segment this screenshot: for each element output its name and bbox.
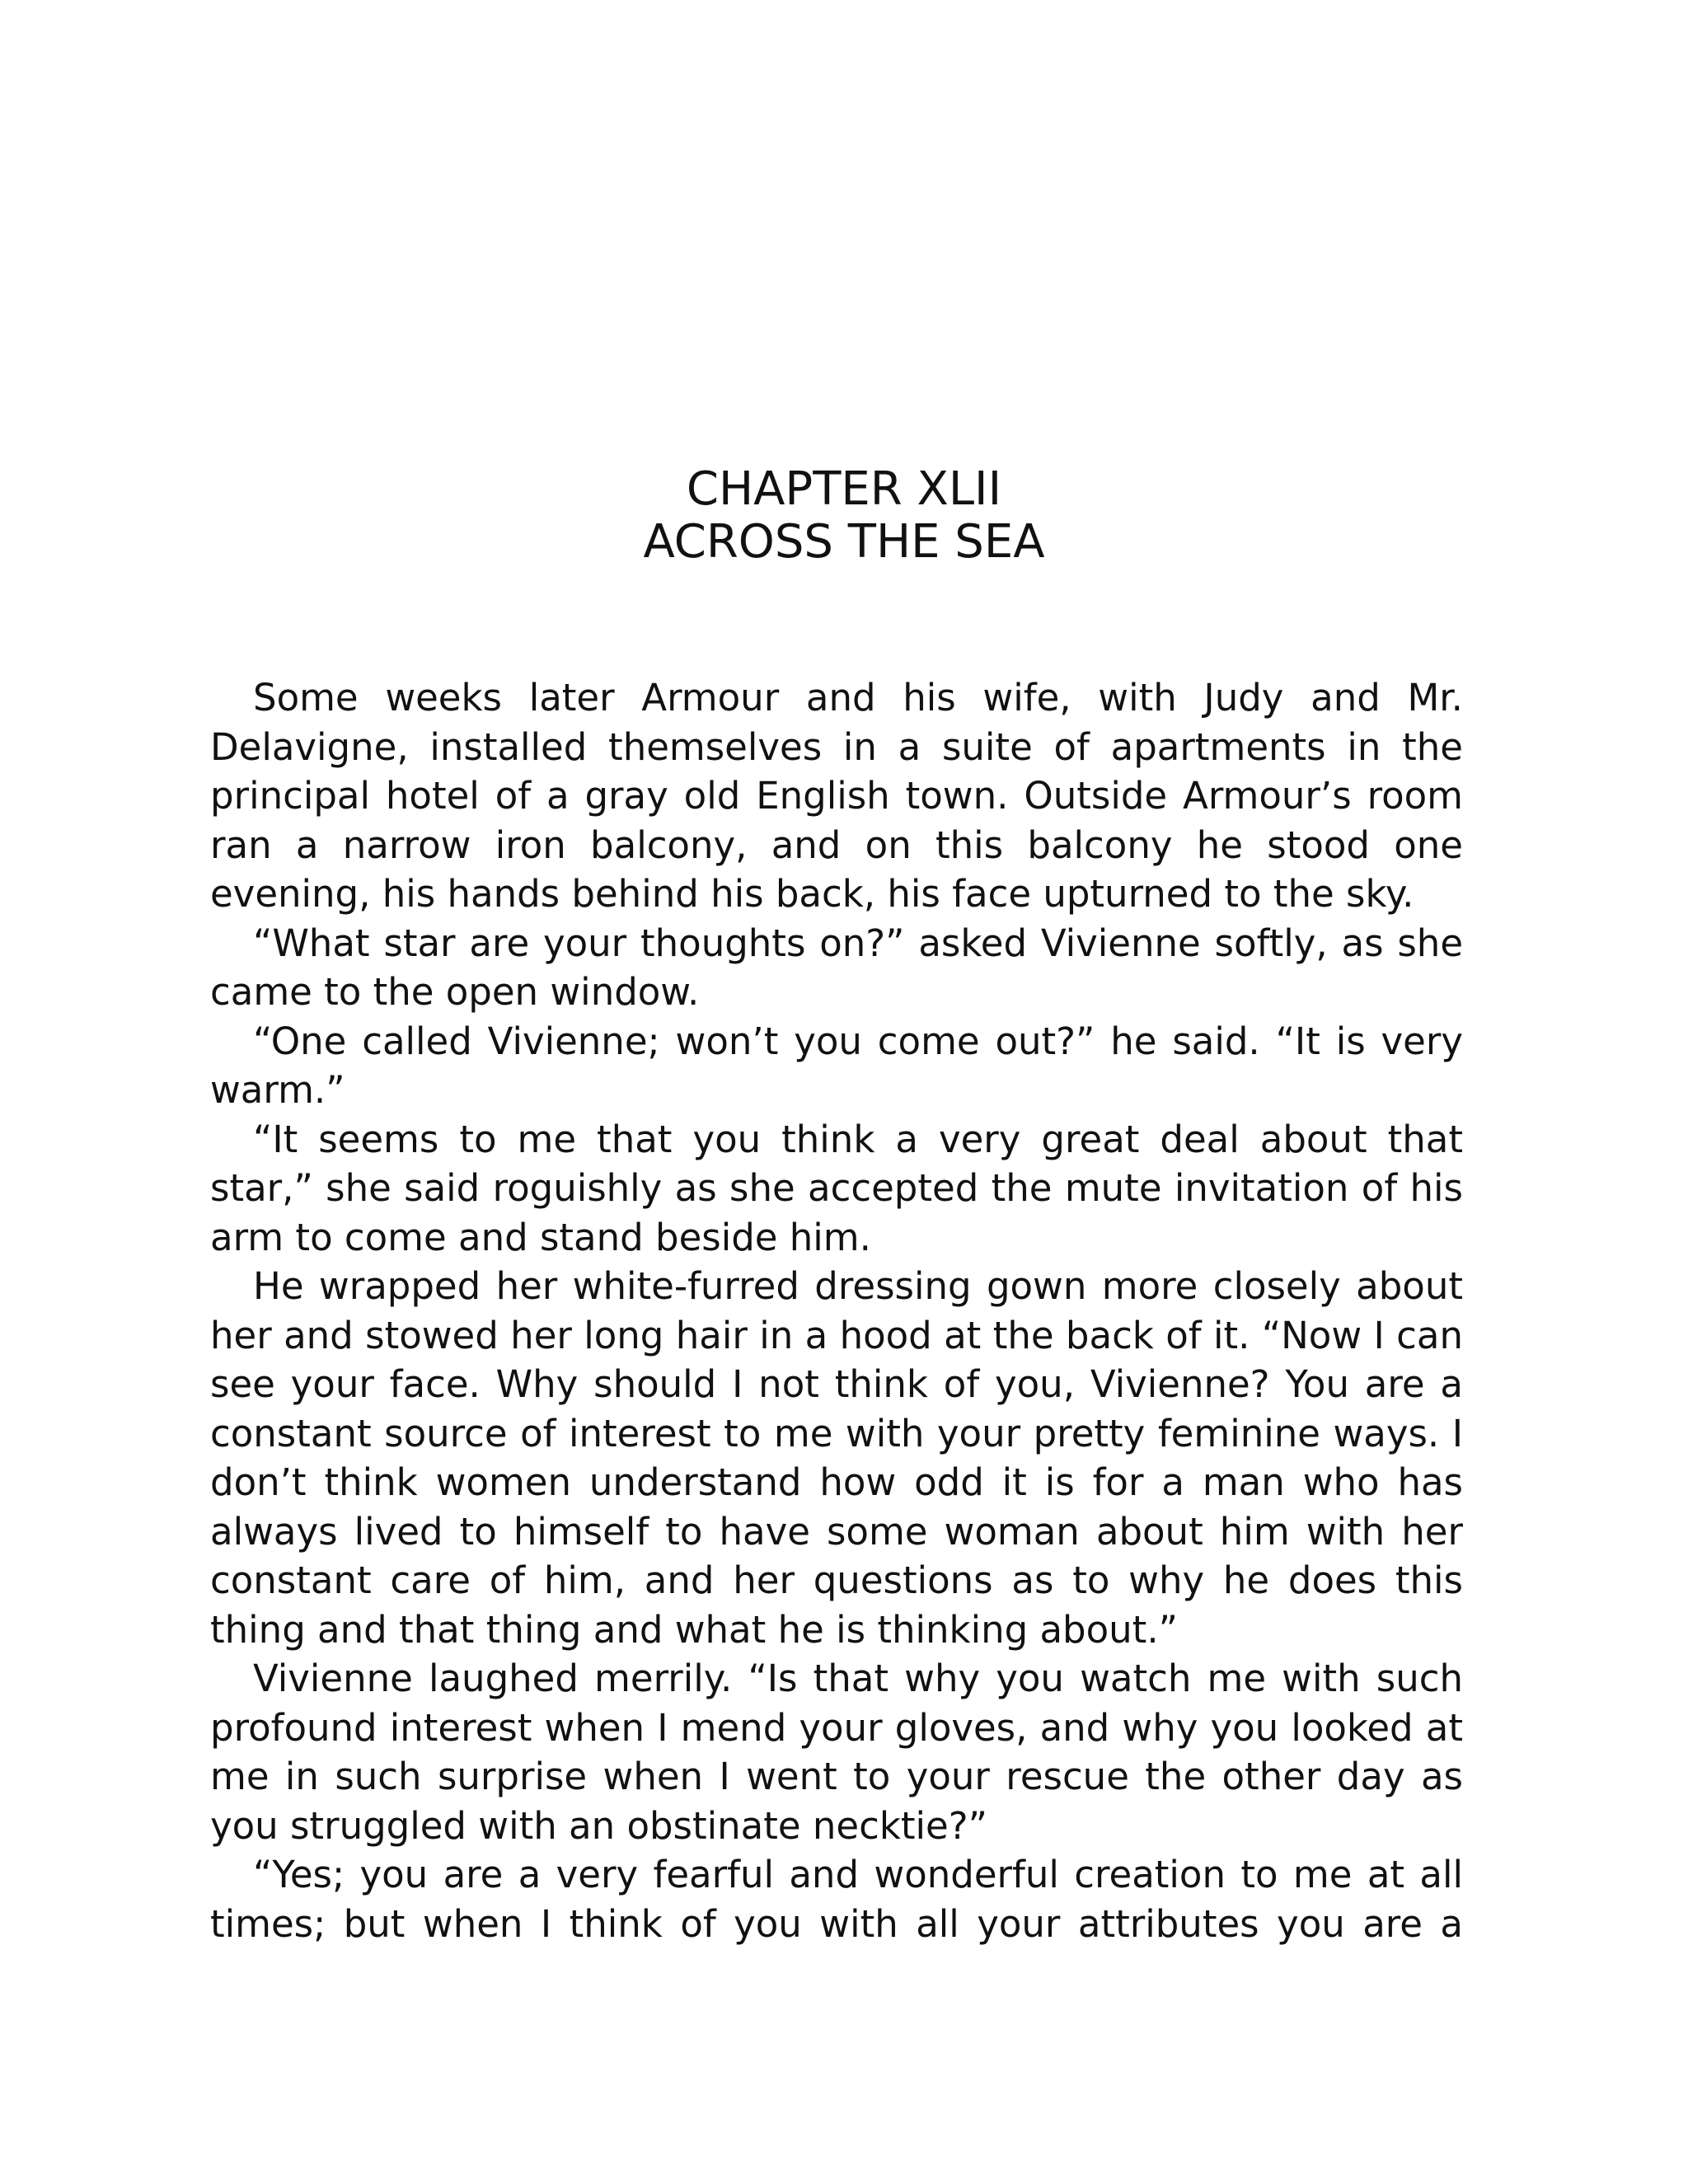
paragraph: “What star are your thoughts on?” asked Vivienne softly, as she came to the open window. <box>210 921 1463 1014</box>
chapter-number: CHAPTER XLII <box>686 462 1002 516</box>
paragraph: “One called Vivienne; won’t you come out?” he said. “It is very warm.” <box>210 1019 1463 1112</box>
paragraph: He wrapped her white-furred dressing gown more closely about her and stowed her long hair in a hood at the back of it. “Now I can see your face. Why should I not think of you, Vivienne? You are a constant source of interest to me with your pretty feminine ways. I don’t think women understand how odd it is for a man who has always lived to himself to have some woman about him with her constant care of him, and her questions as to why he does this thing and that thing and what he is thinking about.” <box>210 1264 1463 1652</box>
chapter-body <box>210 673 1463 1948</box>
chapter-title: ACROSS THE SEA <box>643 515 1045 569</box>
chapter-heading <box>0 463 1688 569</box>
paragraph: Vivienne laughed merrily. “Is that why you watch me with such profound interest when I mend your gloves, and why you looked at me in such surprise when I went to your rescue the other day as you struggled with an obstinate necktie?” <box>210 1657 1463 1848</box>
paragraph: Some weeks later Armour and his wife, with Judy and Mr. Delavigne, installed themselves in a suite of apartments in the principal hotel of a gray old English town. Outside Armour’s room ran a narrow iron balcony, and on this balcony he stood one evening, his hands behind his back, his face upturned to the sky. <box>210 676 1463 916</box>
paragraph: “It seems to me that you think a very great deal about that star,” she said roguishly as she accepted the mute invitation of his arm to come and stand beside him. <box>210 1117 1463 1259</box>
paragraph-continued: “Yes; you are a very fearful and wonderful creation to me at all times; but when I think of you with all your attributes you are a <box>210 1853 1463 1946</box>
